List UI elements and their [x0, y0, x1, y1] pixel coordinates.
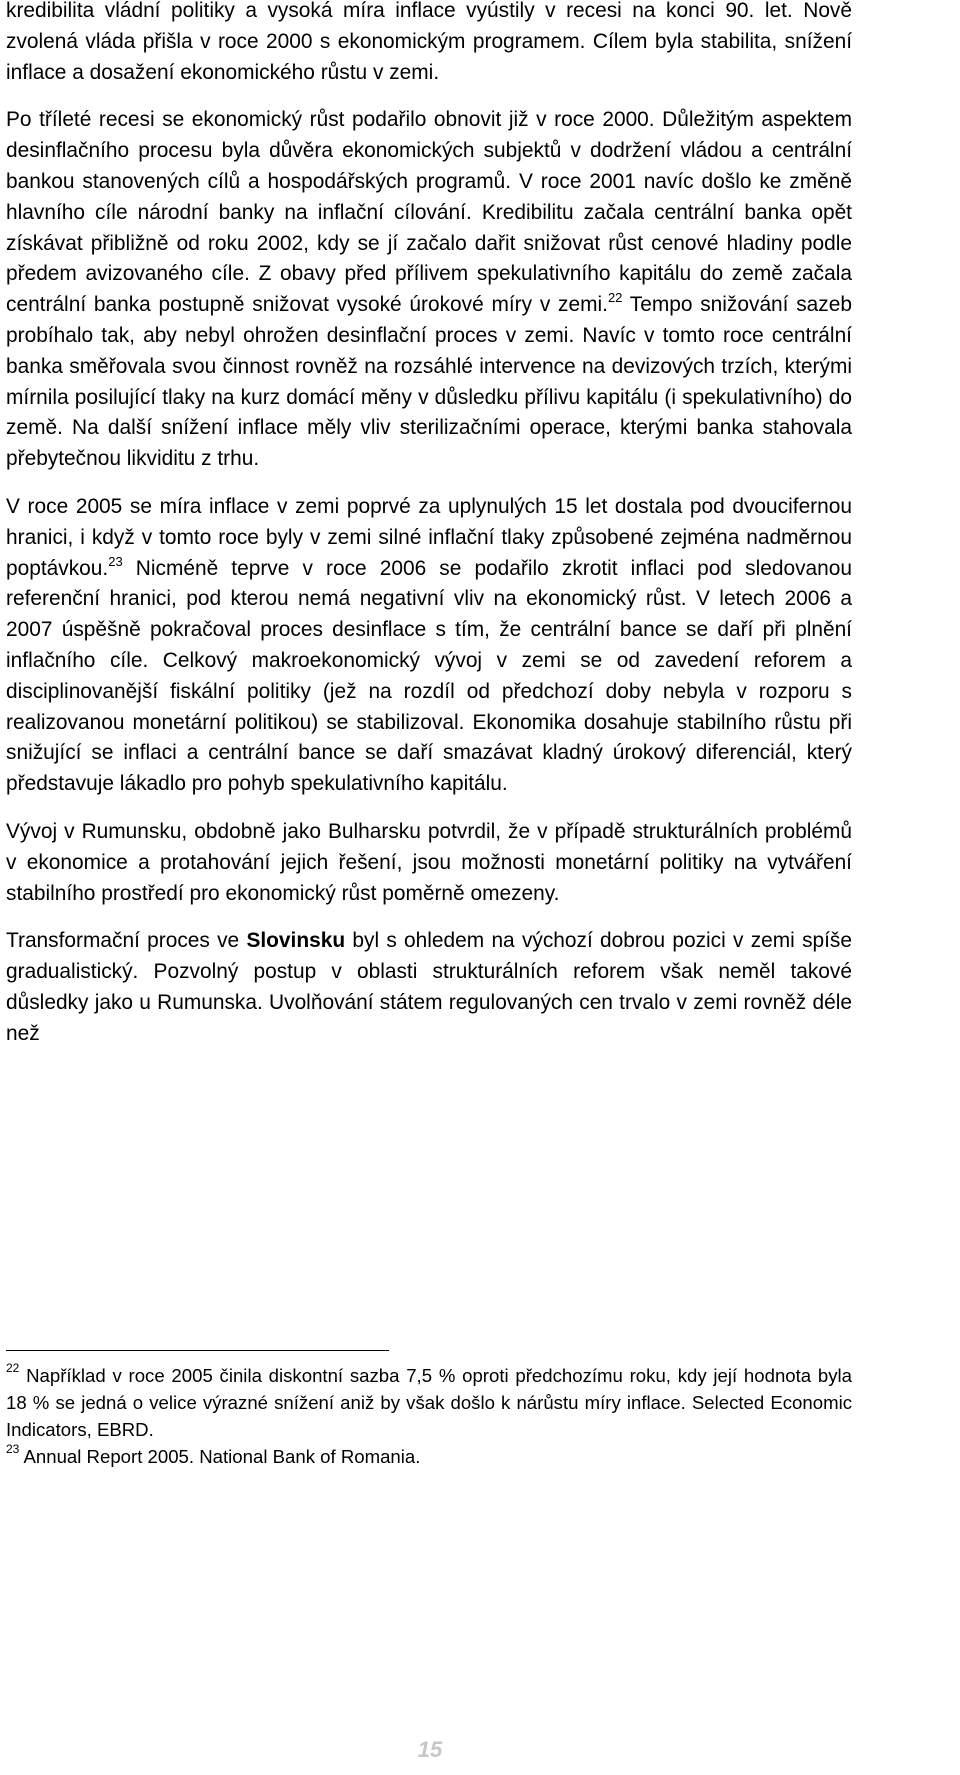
footnote — [6, 1362, 852, 1443]
paragraph-text: kredibilita vládní politiky a vysoká míra inflace vyústily v recesi na konci 90. let. Nově zvolená vláda přišla v roce 2000 s ekonomickým programem. Cílem byla stabilita, snížení inflace a dosažení ekonomického růstu v zemi. — [6, 0, 852, 84]
paragraph — [6, 492, 852, 800]
footnote-number: 22 — [6, 1361, 20, 1375]
paragraph — [6, 0, 852, 88]
paragraph-text: byl s ohledem na výchozí dobrou pozici v zemi spíše gradualistický. Pozvolný postup v oblasti strukturálních reforem však neměl takové důsledky jako u Rumunska. Uvolňování státem regulovaných cen trvalo v zemi rovněž déle než — [6, 929, 852, 1045]
paragraph-text: Vývoj v Rumunsku, obdobně jako Bulharsku potvrdil, že v případě strukturálních problémů v ekonomice a protahování jejich řešení, jsou možnosti monetární politiky na vytváření stabilního prostředí pro ekonomický růst poměrně omezeny. — [6, 819, 852, 905]
footnote — [6, 1443, 852, 1470]
bold-term: Slovinsku — [246, 929, 346, 953]
paragraph-text: Transformační proces ve — [6, 929, 247, 953]
paragraph — [6, 817, 852, 909]
paragraph-text: Nicméně teprve v roce 2006 se podařilo zkrotit inflaci pod sledovanou referenční hranici, pod kterou nemá negativní vliv na ekonomický růst. V letech 2006 a 2007 úspěšně pokračoval proces desinflace s tím, že centrální bance se daří při plnění inflačního cíle. Celkový makroekonomický vývoj v zemi se od zavedení reforem a disciplinovanější fiskální politiky (jež na rozdíl od předchozí doby nebyla v rozporu s realizovanou monetární politikou) se stabilizoval. Ekonomika dosahuje stabilního růstu při snižující se inflaci a centrální bance se daří smazávat kladný úrokový diferenciál, který představuje lákadlo pro pohyb spekulativního kapitálu. — [6, 556, 852, 796]
paragraph — [6, 926, 852, 1049]
footnote-reference: 23 — [108, 553, 123, 569]
footnote-number: 23 — [6, 1442, 20, 1456]
footnote-text: Annual Report 2005. National Bank of Romania. — [19, 1446, 421, 1467]
footnote-reference: 22 — [607, 290, 623, 306]
paragraph-text: V roce 2005 se míra inflace v zemi poprvé za uplynulých 15 let dostala pod dvoucifernou hranici, i když v tomto roce byly v zemi silné inflační tlaky způsobené zejména nadměrnou poptávkou. — [6, 494, 852, 580]
paragraph-text: Tempo snižování sazeb probíhalo tak, aby nebyl ohrožen desinflační proces v zemi. Navíc v tomto roce centrální banka směřovala svou činnost rovněž na rozsáhlé intervence na devizových trzích, kterými mírnila posilující tlaky na kurz domácí měny v důsledku přílivu kapitálu (i spekulativního) do země. Na další snížení inflace měly vliv sterilizačními operace, kterými banka stahovala přebytečnou likviditu z trhu. — [6, 293, 852, 471]
paragraph — [6, 105, 852, 475]
paragraph-text: Po tříleté recesi se ekonomický růst podařilo obnovit již v roce 2000. Důležitým aspektem desinflačního procesu byla důvěra ekonomických subjektů v dodržení vládou a centrální bankou stanovených cílů a hospodářských programů. V roce 2001 navíc došlo ke změně hlavního cíle národní banky na inflační cílování. Kredibilitu začala centrální banka opět získávat přibližně od roku 2002, kdy se jí začalo dařit snižovat růst cenové hladiny podle předem avizovaného cíle. Z obavy před přílivem spekulativního kapitálu do země začala centrální banka postupně snižovat vysoké úrokové míry v zemi. — [6, 108, 852, 317]
page-number: 15 — [417, 1737, 443, 1762]
footnotes — [6, 1362, 852, 1470]
footnote-separator — [6, 1350, 389, 1351]
body-text — [6, 0, 852, 1067]
footnote-text: Například v roce 2005 činila diskontní sazba 7,5 % oproti předchozímu roku, kdy její hodnota byla 18 % se jedná o velice výrazné snížení aniž by však došlo k nárůstu míry inflace. Selected Economic Indicators, EBRD. — [6, 1365, 852, 1440]
